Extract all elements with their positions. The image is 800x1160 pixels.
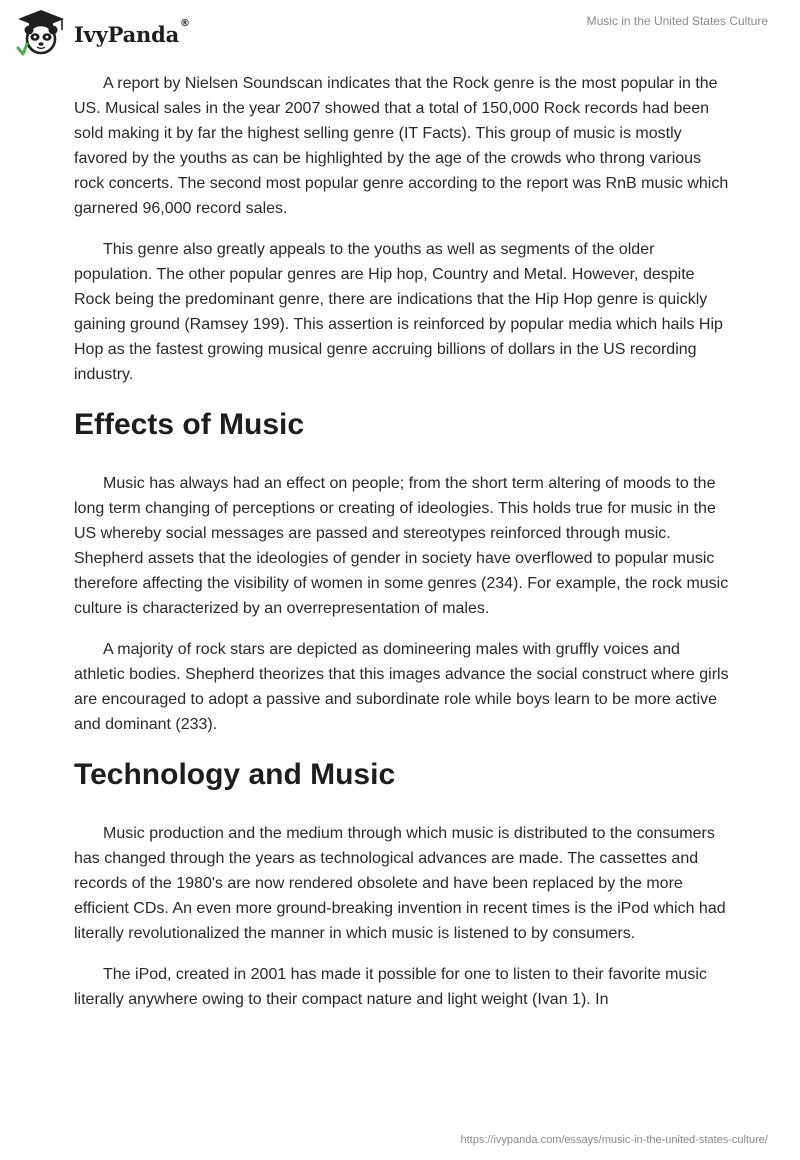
paragraph: The iPod, created in 2001 has made it possible for one to listen to their favorite music literally anywhere owing to their compact nature and light weight (Ivan 1). In (74, 966, 707, 1008)
section-heading-technology: Technology and Music (74, 758, 396, 791)
paragraph: A report by Nielsen Soundscan indicates that the Rock genre is the most popular in the US. Musical sales in the year 2007 showed that a total of 150,000 Rock records had been sold making it by far the highest selling genre (IT Facts). This group of music is mostly favored by the youths as can be highlighted by the age of the crowds who throng various rock concerts. The second most popular genre according to the report was RnB music which garnered 96,000 record sales. (74, 75, 729, 217)
paragraph: Music production and the medium through which music is distributed to the consumers has changed through the years as technological advances are made. The cassettes and records of the 1980's are now rendered obsolete and have been replaced by the more efficient CDs. An even more ground-breaking invention in recent times is the iPod which had literally revolutionalized the manner in which music is listened to by consumers. (74, 825, 726, 942)
source-url[interactable]: https://ivypanda.com/essays/music-in-the-united-states-culture/ (460, 1134, 768, 1146)
paragraph: This genre also greatly appeals to the youths as well as segments of the older population. The other popular genres are Hip hop, Country and Metal. However, despite Rock being the predominant genre, there are indications that the Hip Hop genre is quickly gaining ground (Ramsey 199). This assertion is reinforced by popular media which hails Hip Hop as the fastest growing musical genre accruing billions of dollars in the US recording industry. (74, 241, 723, 383)
page-header (0, 0, 800, 64)
essay-body (74, 71, 734, 1028)
section-heading-effects: Effects of Music (74, 408, 305, 441)
brand-logo[interactable] (14, 8, 190, 56)
paragraph: Music has always had an effect on people; from the short term altering of moods to the long term changing of perceptions or creating of ideologies. This holds true for music in the US whereby social messages are passed and stereotypes reinforced through music. Shepherd assets that the ideologies of gender in society have overflowed to popular music therefore affecting the visibility of women in some genres (234). For example, the rock music culture is characterized by an overrepresentation of males. (74, 475, 729, 617)
document-title: Music in the United States Culture (586, 14, 768, 28)
brand-name: IvyPanda® (74, 17, 190, 47)
paragraph: A majority of rock stars are depicted as domineering males with gruffly voices and athletic bodies. Shepherd theorizes that this images advance the social construct where girls are encouraged to adopt a passive and subordinate role while boys learn to be more active and dominant (233). (74, 641, 729, 733)
panda-logo-icon (14, 8, 68, 56)
